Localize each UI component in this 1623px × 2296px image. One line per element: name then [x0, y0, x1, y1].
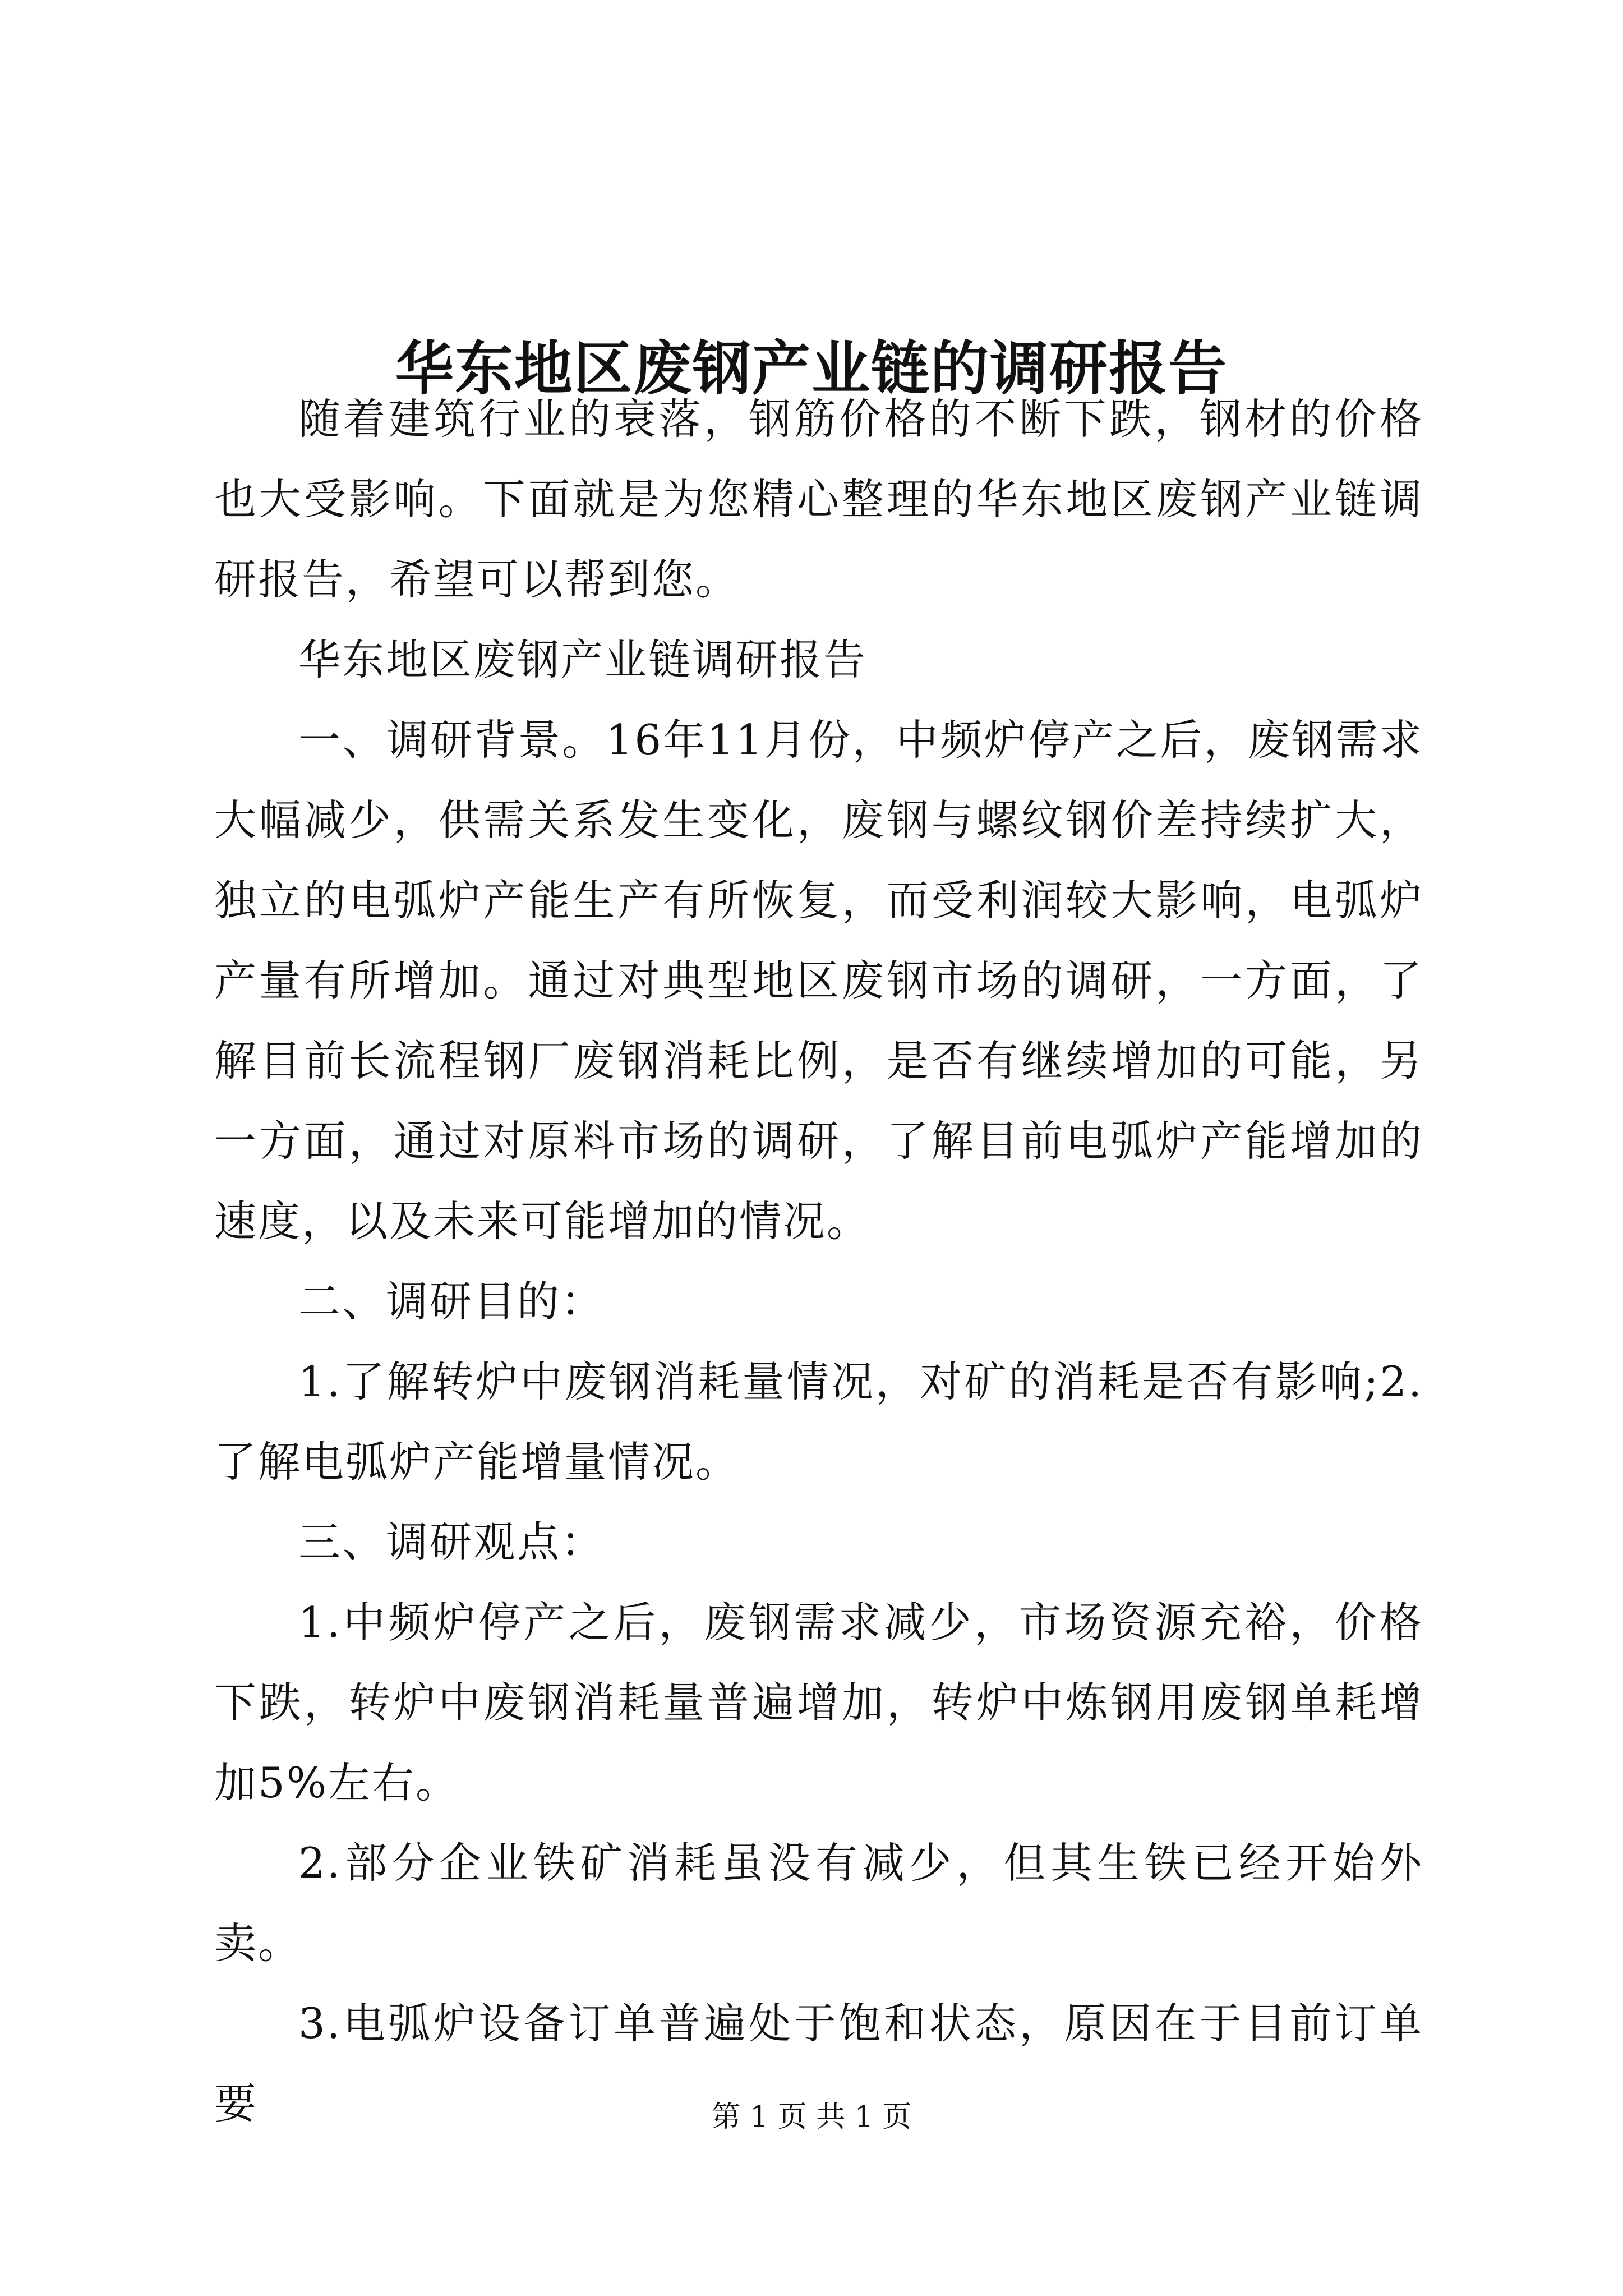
- heading-viewpoints: 三、调研观点：: [298, 1517, 605, 1567]
- paragraph-intro: 随着建筑行业的衰落，钢筋价格的不断下跌，钢材的价格也大受影响。下面就是为您精心整理的华东地区废钢产业链调研报告，希望可以帮到您。: [214, 394, 1423, 604]
- document-title: 华东地区废钢产业链的调研报告: [395, 333, 1228, 403]
- paragraph-subtitle: 华东地区废钢产业链调研报告: [298, 635, 868, 684]
- document-body: [214, 379, 1423, 2144]
- paragraph-background: 一、调研背景。16年11月份，中频炉停产之后，废钢需求大幅减少，供需关系发生变化，废钢与螺纹钢价差持续扩大，独立的电弧炉产能生产有所恢复，而受利润较大影响，电弧炉产量有所增加。通过对典型地区废钢市场的调研，一方面，了解目前长流程钢厂废钢消耗比例，是否有继续增加的可能，另一方面，通过对原料市场的调研，了解目前电弧炉产能增加的速度，以及未来可能增加的情况。: [214, 715, 1423, 1246]
- paragraph-viewpoint-1: 1.中频炉停产之后，废钢需求减少，市场资源充裕，价格下跌，转炉中废钢消耗量普遍增加，转炉中炼钢用废钢单耗增加5%左右。: [214, 1598, 1423, 1807]
- paragraph-viewpoint-2: 2.部分企业铁矿消耗虽没有减少，但其生铁已经开始外卖。: [214, 1838, 1423, 1968]
- heading-purpose: 二、调研目的：: [298, 1277, 605, 1326]
- paragraph-purpose-items: 1.了解转炉中废钢消耗量情况，对矿的消耗是否有影响;2.了解电弧炉产能增量情况。: [214, 1357, 1423, 1487]
- page-footer: 第 1 页 共 1 页: [711, 2100, 912, 2134]
- paragraph-viewpoint-3: 3.电弧炉设备订单普遍处于饱和状态，原因在于目前订单要: [214, 1999, 1423, 2128]
